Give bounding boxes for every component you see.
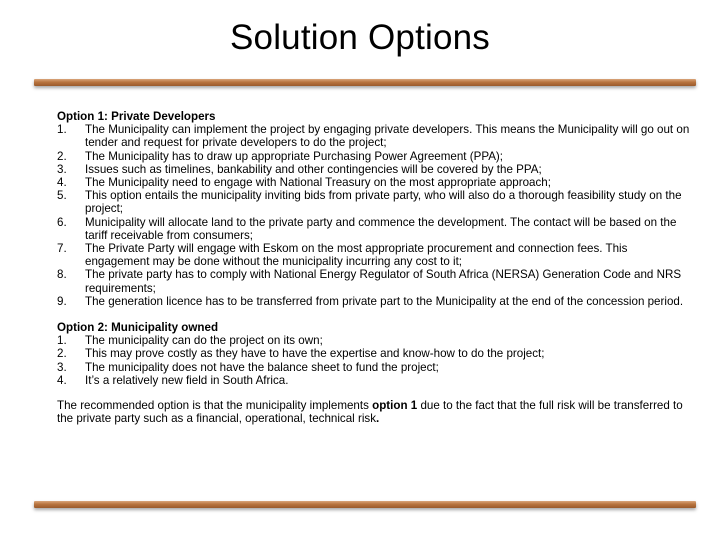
list-item-number: 1. xyxy=(57,123,67,137)
list-item-text: This option entails the municipality inviting bids from private party, who will also do a thorough feasibility study on the project; xyxy=(85,189,682,216)
list-item-number: 4. xyxy=(57,373,67,387)
list-item xyxy=(57,361,693,374)
list-item xyxy=(57,216,693,242)
option2-heading: Option 2: Municipality owned xyxy=(57,321,219,335)
list-item-number: 6. xyxy=(57,215,67,229)
recommendation-period: . xyxy=(376,412,380,426)
list-item xyxy=(57,150,693,163)
top-divider-bar xyxy=(34,79,696,86)
list-item-text: It’s a relatively new field in South Africa. xyxy=(85,373,289,387)
spacer xyxy=(57,387,693,399)
list-item-text: This may prove costly as they have to have the expertise and know-how to do the project; xyxy=(85,347,545,361)
list-item xyxy=(57,176,693,189)
list-item-number: 9. xyxy=(57,294,67,308)
recommendation-emphasis: option 1 xyxy=(372,399,418,413)
list-item xyxy=(57,334,693,347)
list-item xyxy=(57,295,693,308)
list-item-text: Municipality will allocate land to the private party and commence the development. The contact will be based on the tariff receivable from consumers; xyxy=(85,215,677,242)
list-item-text: The Municipality has to draw up appropriate Purchasing Power Agreement (PPA); xyxy=(85,149,504,163)
list-item-text: Issues such as timelines, bankability and other contingencies will be covered by the PPA; xyxy=(85,162,542,176)
option1-list xyxy=(57,123,693,308)
list-item-text: The generation licence has to be transferred from private part to the Municipality at the end of the concession period. xyxy=(85,294,684,308)
list-item-number: 5. xyxy=(57,189,67,203)
list-item xyxy=(57,242,693,268)
list-item xyxy=(57,123,693,149)
list-item xyxy=(57,374,693,387)
slide-content xyxy=(57,110,693,425)
list-item-text: The Municipality can implement the project by engaging private developers. This means the Municipality will go out on tender and request for private developers to do the project; xyxy=(85,123,690,150)
list-item xyxy=(57,189,693,215)
list-item-text: The municipality does not have the balance sheet to fund the project; xyxy=(85,360,439,374)
list-item-number: 7. xyxy=(57,242,67,256)
list-item-number: 3. xyxy=(57,162,67,176)
list-item-text: The private party has to comply with National Energy Regulator of South Africa (NERSA) Generation Code and NRS requirements; xyxy=(85,268,682,295)
list-item-number: 8. xyxy=(57,268,67,282)
recommendation-paragraph xyxy=(57,399,693,425)
spacer xyxy=(57,308,693,321)
recommendation-text-rest: due to the fact that the full risk will be transferred to the private party such as a financial, operational, technical risk xyxy=(57,399,683,426)
bottom-divider-bar xyxy=(34,501,696,508)
list-item xyxy=(57,163,693,176)
list-item-text: The Private Party will engage with Eskom on the most appropriate procurement and connection fees. This engagement may be done without the municipality incurring any cost to it; xyxy=(85,242,628,269)
option1-heading: Option 1: Private Developers xyxy=(57,110,216,123)
list-item-number: 2. xyxy=(57,347,67,361)
list-item-number: 2. xyxy=(57,149,67,163)
list-item xyxy=(57,268,693,294)
recommendation-text-start: The recommended option is that the municipality implements xyxy=(57,399,373,413)
list-item-number: 4. xyxy=(57,176,67,190)
list-item xyxy=(57,347,693,360)
list-item-text: The municipality can do the project on its own; xyxy=(85,334,323,348)
list-item-text: The Municipality need to engage with National Treasury on the most appropriate approach; xyxy=(85,176,551,190)
list-item-number: 1. xyxy=(57,334,67,348)
list-item-number: 3. xyxy=(57,360,67,374)
slide-title: Solution Options xyxy=(229,18,491,57)
option2-list xyxy=(57,334,693,387)
